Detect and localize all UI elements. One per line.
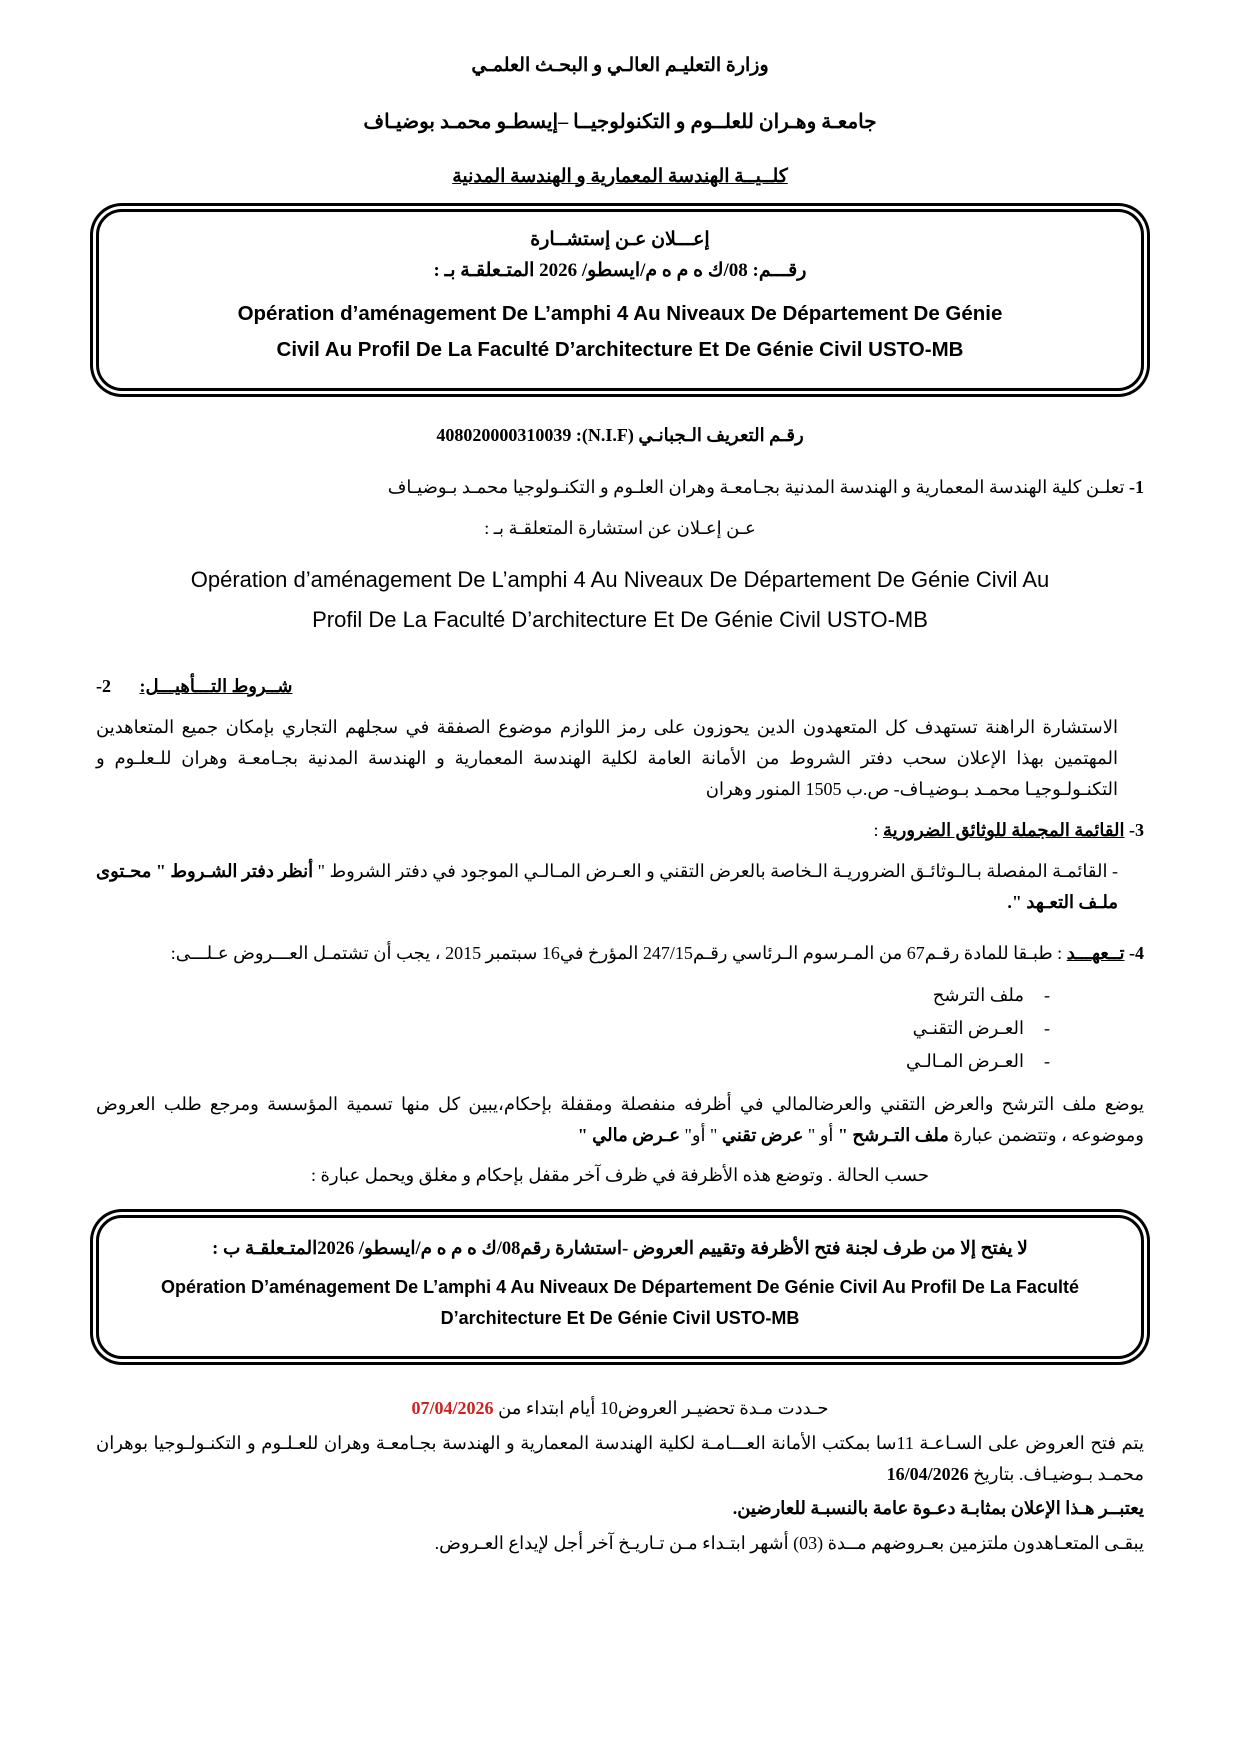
footer-block [96, 1393, 1144, 1560]
list-item: - العـرض التقنـي [96, 1012, 1024, 1045]
announcement-reference: رقـــم: 08/ك ه م ه م/ايسطو/ 2026 المتـعلقـة بـ : [433, 260, 807, 281]
commitment-period: يبقـى المتعـاهدون ملتزمين بعـروضهم مــدة (03) أشهر ابتـداء مـن تـاريـخ آخر أجل لإيداع العـروض. [434, 1533, 1144, 1554]
announcement-label: إعـــلان عـن إستشــارة [530, 229, 710, 250]
nif-value: 408020000310039 [436, 424, 572, 445]
item-2-body: الاستشارة الراهنة تستهدف كل المتعهدون الدين يحوزون على رمز اللوازم موضوع الصفقة في سجلهم التجاري بإمكان جميع المتعاهدين المهتمين بهذا الإعلان سحب دفتر الشروط من الأمانة العامة لكلية الهندسة المعمارية و الهندسة المدنية بجـامعـة وهران للـعلـوم و التكنـولـوجيـا محمـد بـوضيـاف- ص.ب 1505 المنور وهران [96, 716, 1118, 799]
item-4-body: : طبـقا للمادة رقـم67 من المـرسوم الـرئاسي رقـم247/15 المؤرخ في16 سبتمبر 2015 ، يجب أن تشتمـل العـــروض عـلـــى: [170, 942, 1063, 963]
start-date: 07/04/2026 [411, 1397, 494, 1418]
item-3-number: 3- [1129, 819, 1144, 840]
sealed-envelope-box [96, 1215, 1144, 1358]
preparation-period [96, 1393, 1144, 1424]
operation-title-fr-line1: Opération d’aménagement De L’amphi 4 Au Niveaux De Département De Génie Civil Au [190, 566, 1050, 592]
offer-components-list [96, 979, 1144, 1079]
sealed-box-line-fr-1: Opération D’aménagement De L’amphi 4 Au Niveaux De Département De Génie Civil Au Profil De La Faculté [161, 1277, 1079, 1298]
item-3-body-bold: أنظر دفتر الشـروط " محـتوى ملـف التعـهد ". [96, 860, 1118, 912]
public-invitation-note: يعتبــر هـذا الإعلان بمثابـة دعـوة عامة بالنسبـة للعارضين. [732, 1498, 1144, 1519]
item-4-after-2: حسب الحالة . وتوضع هذه الأظرفة في ظرف آخر مقفل بإحكام و مغلق ويحمل عبارة : [311, 1165, 929, 1186]
nif-label: رقـم التعريف الـجبانـي (N.I.F): [575, 424, 804, 445]
faculty-heading: كلــيــة الهندسة المعمارية و الهندسة المدنية [452, 165, 788, 187]
opening-date: 16/04/2026 [886, 1463, 969, 1484]
item-4-bold-candidature: ملف التـرشح " [837, 1124, 949, 1145]
list-item: - العـرض المـالـي [96, 1045, 1024, 1078]
item-3-body-text: - القائمـة المفصلة بـالـوثائـق الضروريـة الـخاصة بالعرض التقني و العـرض المـالـي الموجود في دفتر الشروط " [313, 860, 1118, 881]
item-3-heading [96, 815, 1144, 846]
list-item: - ملف الترشح [96, 979, 1024, 1012]
item-4-or-1: أو " [803, 1124, 834, 1145]
item-4-number: 4- [1129, 942, 1144, 963]
item-4-heading [96, 938, 1144, 969]
item-4-after-text [96, 1089, 1144, 1151]
operation-title-fr [96, 560, 1144, 641]
nif-line [96, 425, 1144, 446]
item-3-title-suffix: : [873, 819, 879, 840]
preparation-period-text: حـددت مـدة تحضيـر العروض10 أيام ابتداء من [493, 1397, 829, 1418]
item-4-bold-financial: عـرض مالي " [577, 1124, 680, 1145]
item-2-heading [96, 671, 1144, 702]
item-1-number: 1- [1129, 476, 1144, 497]
sealed-box-line-fr-2: D’architecture Et De Génie Civil USTO-MB [440, 1308, 800, 1328]
item-1-text: تعلـن كلية الهندسة المعمارية و الهندسة المدنية بجـامعـة وهران العلـوم و التكنـولوجيا محمـد بـوضيـاف [387, 476, 1125, 497]
operation-title-fr-line2: Profil De La Faculté D’architecture Et De Génie Civil USTO-MB [312, 607, 928, 633]
sealed-box-line-ar: لا يفتح إلا من طرف لجنة فتح الأظرفة وتقييم العروض -استشارة رقم08/ك ه م ه م/ايسطو/ 2026المتـعلقـة ب : [212, 1239, 1028, 1260]
item-4-after-1: يوضع ملف الترشح والعرض التقني والعرضالمالي في أظرفه منفصلة ومقفلة بإحكام،يبين كل منها تسمية المؤسسة ومرجع طلب العروض وموضوعه ، وتتضمن عبارة [96, 1093, 1144, 1145]
item-3-title: القائمة المجملة للوثائق الضرورية [883, 819, 1125, 840]
item-2-title: شــروط التـــأهيـــل: [139, 676, 293, 697]
opening-info-text: يتم فتح العروض على السـاعـة 11سا بمكتب الأمانة العـــامـة لكلية الهندسة المعمارية و الهندسة بجـامعـة وهران للعـلـوم و التكنـولـوجيا بوهران محمـد بـوضيـاف. بتاريخ [96, 1432, 1144, 1484]
item-4-bold-technical: عرض تقني [721, 1124, 804, 1145]
item-2-number: 2- [96, 676, 111, 697]
announcement-title-fr-line2: Civil Au Profil De La Faculté D’architecture Et De Génie Civil USTO-MB [276, 337, 964, 361]
announcement-title-fr-line1: Opération d’aménagement De L’amphi 4 Au Niveaux De Département De Génie [237, 302, 1003, 325]
item-3-body [96, 856, 1144, 918]
opening-info [96, 1428, 1144, 1490]
item-1 [96, 472, 1144, 503]
university-heading: جامعـة وهـران للعلــوم و التكنولوجيــا –إيسطـو محمـد بوضيـاف [363, 110, 877, 133]
item-4-title: تــعهـــد [1066, 942, 1125, 963]
announcement-box [96, 209, 1144, 391]
ministry-heading: وزارة التعليـم العالـي و البحـث العلمـي [471, 55, 769, 76]
item-4-or-2: " أو" [684, 1124, 718, 1145]
item-1-subtext: عـن إعـلان عن استشارة المتعلقـة بـ : [484, 517, 756, 538]
